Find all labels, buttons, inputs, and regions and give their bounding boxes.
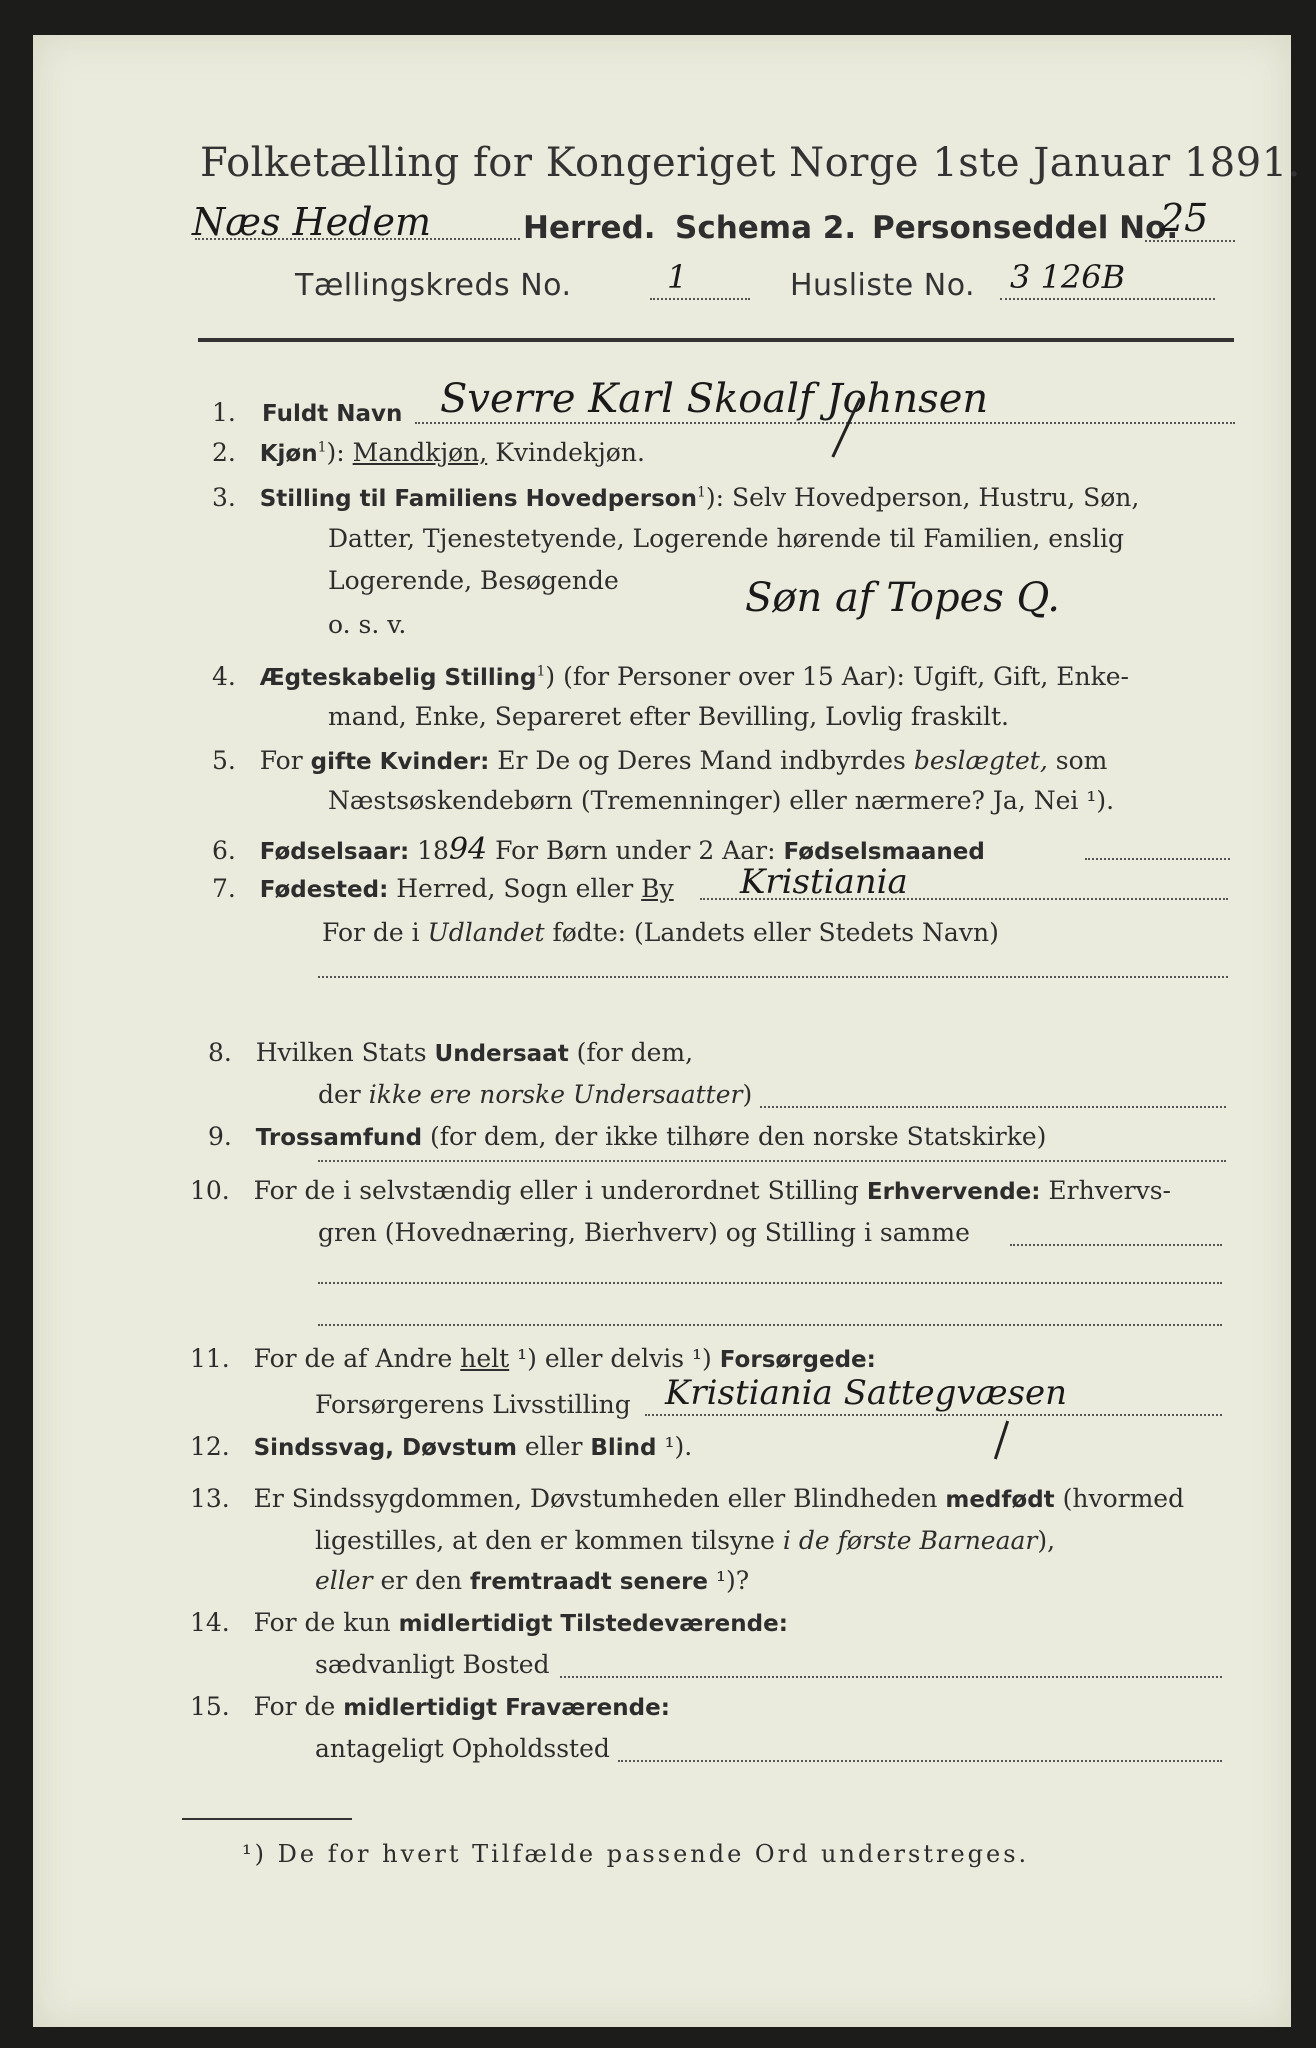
q7-line2a: For de i bbox=[322, 918, 428, 947]
q3-label: Stilling til Familiens Hovedperson bbox=[259, 486, 697, 512]
herred-label: Herred. bbox=[523, 210, 656, 246]
item-2-row bbox=[212, 438, 645, 467]
erhverv-dotline-1 bbox=[1010, 1244, 1222, 1246]
q5-pre: For bbox=[259, 746, 311, 775]
q5-line1a: Er De og Deres Mand indbyrdes bbox=[489, 746, 914, 775]
q7-line1: Herred, Sogn eller bbox=[388, 874, 642, 903]
bosted-dotline bbox=[560, 1676, 1222, 1678]
q7-label: Fødested: bbox=[259, 877, 389, 903]
item-13-line1 bbox=[190, 1484, 1184, 1513]
item-number-12: 12. bbox=[190, 1432, 230, 1461]
q13-line2b: ), bbox=[1037, 1526, 1056, 1555]
q11-line2: Forsørgerens Livsstilling bbox=[315, 1390, 631, 1419]
q7-line2b: fødte: (Landets eller Stedets Navn) bbox=[544, 918, 999, 947]
personseddel-label: Personseddel No. bbox=[872, 210, 1179, 246]
q6-pre: 18 bbox=[409, 836, 449, 865]
item-3-line1 bbox=[212, 483, 1139, 512]
supporter-handwritten: Kristiania Sattegvæsen bbox=[665, 1373, 1068, 1413]
husliste-label: Husliste No. bbox=[790, 268, 976, 303]
item-5-line1 bbox=[212, 746, 1107, 775]
birthmonth-dotline bbox=[1085, 858, 1230, 860]
item-15-line1 bbox=[190, 1692, 670, 1721]
q4-label: Ægteskabelig Stilling bbox=[259, 665, 537, 691]
kreds-dotline bbox=[650, 298, 750, 300]
erhverv-dotline-3 bbox=[318, 1324, 1222, 1326]
q9-line1: (for dem, der ikke tilhøre den norske Statskirke) bbox=[422, 1122, 1047, 1151]
item-9-row bbox=[208, 1122, 1046, 1151]
q3-sup: 1 bbox=[696, 484, 706, 501]
personseddel-dotline bbox=[1145, 240, 1235, 242]
schema-label: Schema 2. bbox=[675, 210, 857, 246]
q4-sup: 1 bbox=[536, 663, 546, 680]
q13-italic: i de første Barneaar bbox=[782, 1526, 1038, 1555]
footnote: ¹) De for hvert Tilfælde passende Ord understreges. bbox=[242, 1840, 1030, 1868]
kreds-label: Tællingskreds No. bbox=[295, 268, 572, 303]
q15-label: midlertidigt Fraværende: bbox=[343, 1695, 670, 1721]
q1-label: Fuldt Navn bbox=[262, 401, 403, 427]
q5-line2: Næstsøskendebørn (Tremenninger) eller nærmere? Ja, Nei ¹). bbox=[328, 786, 1115, 815]
q13-label2: fremtraadt senere bbox=[470, 1569, 709, 1595]
q6-label2: Fødselsmaaned bbox=[783, 839, 985, 865]
q8-italic: ikke ere norske Undersaatter bbox=[368, 1080, 743, 1109]
q13-line1b: (hvormed bbox=[1054, 1484, 1185, 1513]
q3-line2: Datter, Tjenestetyende, Logerende hørende til Familien, enslig bbox=[328, 524, 1125, 553]
q14-line1a: For de kun bbox=[253, 1608, 399, 1637]
q8-line1a: Hvilken Stats bbox=[255, 1038, 435, 1067]
q5-line1b: som bbox=[1047, 746, 1108, 775]
census-form-sheet bbox=[33, 35, 1291, 2027]
erhverv-dotline-2 bbox=[318, 1282, 1222, 1284]
herred-handwritten: Næs Hedem bbox=[192, 200, 432, 244]
q10-line1b: Erhvervs- bbox=[1040, 1176, 1171, 1205]
q7-italic: Udlandet bbox=[427, 918, 545, 947]
q13-line1a: Er Sindssygdommen, Døvstumheden eller Blindheden bbox=[253, 1484, 946, 1513]
item-number-14: 14. bbox=[190, 1608, 230, 1637]
abroad-dotline bbox=[318, 976, 1228, 978]
q2-option-mandkjon: Mandkjøn, bbox=[352, 438, 488, 467]
husliste-dotline bbox=[1000, 298, 1215, 300]
supporter-dotline bbox=[645, 1414, 1222, 1416]
q10-line2: gren (Hovednæring, Bierhverv) og Stilling i samme bbox=[318, 1218, 970, 1247]
item-number-11: 11. bbox=[190, 1344, 230, 1373]
item-number-2: 2. bbox=[212, 438, 236, 467]
q10-line1a: For de i selvstændig eller i underordnet Stilling bbox=[253, 1176, 867, 1205]
q14-label: midlertidigt Tilstedeværende: bbox=[398, 1611, 788, 1637]
item-number-7: 7. bbox=[212, 874, 236, 903]
item-number-5: 5. bbox=[212, 746, 236, 775]
q3-line3: Logerende, Besøgende bbox=[328, 566, 619, 595]
item-1-label bbox=[262, 398, 402, 427]
item-14-line1 bbox=[190, 1608, 788, 1637]
header-rule bbox=[198, 338, 1234, 342]
name-dotline bbox=[415, 422, 1235, 424]
item-13-line2 bbox=[315, 1526, 1055, 1555]
item-number-3: 3. bbox=[212, 483, 236, 512]
q7-by: By bbox=[641, 874, 674, 903]
q6-mid: For Børn under 2 Aar: bbox=[487, 836, 784, 865]
item-number-4: 4. bbox=[212, 662, 236, 691]
trossamfund-dotline bbox=[318, 1160, 1226, 1162]
q15-line2: antageligt Opholdssted bbox=[315, 1734, 610, 1763]
q12-mid: eller bbox=[516, 1432, 591, 1461]
birthplace-dotline bbox=[700, 898, 1228, 900]
q2-rest: ): bbox=[326, 438, 353, 467]
item-number-6: 6. bbox=[212, 836, 236, 865]
q11-line1b: ¹) eller delvis ¹) bbox=[509, 1344, 720, 1373]
q13-line3c: ¹)? bbox=[708, 1566, 750, 1595]
item-number-9: 9. bbox=[208, 1122, 232, 1151]
q8-label: Undersaat bbox=[434, 1041, 569, 1067]
opholdssted-dotline bbox=[618, 1760, 1222, 1762]
q3-line1: ): Selv Hovedperson, Hustru, Søn, bbox=[705, 483, 1140, 512]
q12-label2: Blind bbox=[590, 1435, 657, 1461]
q4-line2: mand, Enke, Separeret efter Bevilling, Lovlig fraskilt. bbox=[328, 702, 1009, 731]
q11-label: Forsørgede: bbox=[719, 1347, 876, 1373]
relation-handwritten: Søn af Topes Q. bbox=[745, 575, 1061, 621]
item-number-1: 1. bbox=[212, 398, 236, 427]
item-11-line1 bbox=[190, 1344, 876, 1373]
q13-line2a: ligestilles, at den er kommen tilsyne bbox=[315, 1526, 783, 1555]
item-number-13: 13. bbox=[190, 1484, 230, 1513]
item-7-line2 bbox=[322, 918, 999, 947]
q5-label: gifte Kvinder: bbox=[310, 749, 490, 775]
item-13-line3 bbox=[315, 1566, 749, 1595]
item-12-row bbox=[190, 1432, 692, 1461]
name-handwritten: Sverre Karl Skoalf Johnsen bbox=[440, 376, 989, 422]
item-number-10: 10. bbox=[190, 1176, 230, 1205]
item-7-line1 bbox=[212, 874, 674, 903]
item-4-line1 bbox=[212, 662, 1129, 691]
q9-label: Trossamfund bbox=[255, 1125, 423, 1151]
q15-line1a: For de bbox=[253, 1692, 344, 1721]
q4-line1: ) (for Personer over 15 Aar): Ugift, Gift, Enke- bbox=[545, 662, 1129, 691]
birthplace-handwritten: Kristiania bbox=[740, 862, 908, 902]
q8-line2b: ) bbox=[742, 1080, 753, 1109]
q2-sup: 1 bbox=[317, 439, 327, 456]
q2-option-kvindekjon: Kvindekjøn. bbox=[487, 438, 645, 467]
q5-italic: beslægtet, bbox=[913, 746, 1048, 775]
item-10-line1 bbox=[190, 1176, 1171, 1205]
husliste-handwritten: 3 126B bbox=[1010, 258, 1126, 296]
birthyear-handwritten: 94 bbox=[448, 832, 488, 867]
q6-label: Fødselsaar: bbox=[259, 839, 410, 865]
item-number-8: 8. bbox=[208, 1038, 232, 1067]
q14-line2: sædvanligt Bosted bbox=[315, 1650, 550, 1679]
q12-label: Sindssvag, Døvstum bbox=[253, 1435, 517, 1461]
q13-line3b: er den bbox=[372, 1566, 471, 1595]
item-8-line2 bbox=[318, 1080, 752, 1109]
kreds-handwritten: 1 bbox=[667, 258, 688, 296]
form-title: Folketælling for Kongeriget Norge 1ste Januar 1891. bbox=[200, 140, 1301, 186]
item-8-line1 bbox=[208, 1038, 693, 1067]
q13-label: medfødt bbox=[945, 1487, 1055, 1513]
q2-label: Kjøn bbox=[259, 441, 318, 467]
q12-end: ¹). bbox=[656, 1432, 693, 1461]
q3-line4: o. s. v. bbox=[328, 610, 407, 639]
q10-label: Erhvervende: bbox=[866, 1179, 1041, 1205]
q11-helt: helt bbox=[460, 1344, 510, 1373]
q8-line1b: (for dem, bbox=[568, 1038, 694, 1067]
undersaat-dotline bbox=[760, 1106, 1226, 1108]
personseddel-handwritten: 25 bbox=[1160, 196, 1209, 240]
q11-line1a: For de af Andre bbox=[253, 1344, 461, 1373]
item-number-15: 15. bbox=[190, 1692, 230, 1721]
footnote-rule bbox=[182, 1818, 352, 1820]
q13-line3a: eller bbox=[315, 1566, 373, 1595]
q8-line2a: der bbox=[318, 1080, 369, 1109]
herred-dotline bbox=[195, 238, 520, 240]
